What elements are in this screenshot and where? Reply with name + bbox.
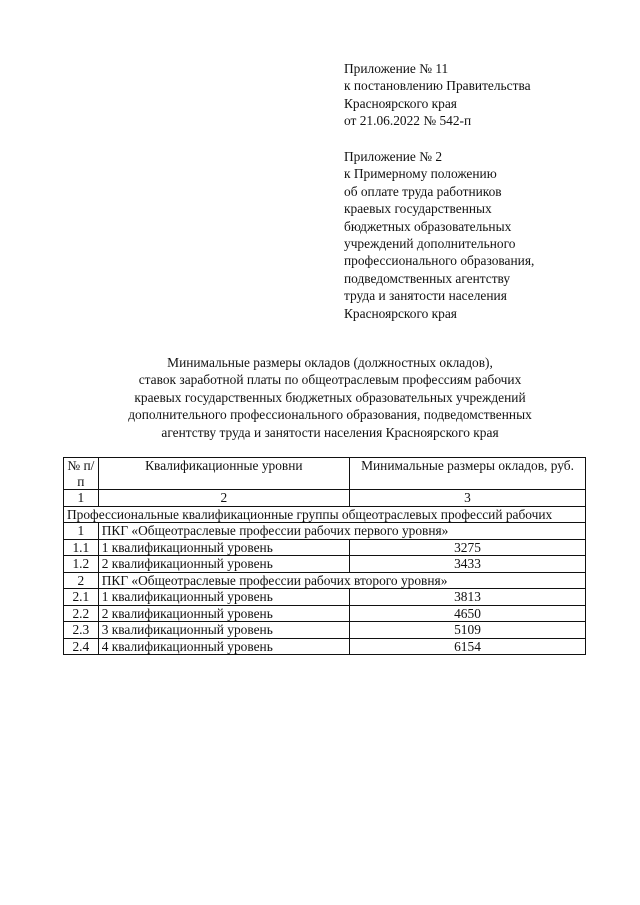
section-title: Профессиональные квалификационные группы общеотраслевых профессий рабочих	[64, 506, 586, 523]
document-title	[60, 354, 600, 441]
qualification-level: 2 квалификационный уровень	[98, 556, 349, 573]
appendix-line: к постановлению Правительства	[344, 78, 531, 94]
appendix-line: к Примерному положению	[344, 166, 497, 182]
salary-value: 5109	[350, 622, 586, 639]
group-title: ПКГ «Общеотраслевые профессии рабочих второго уровня»	[98, 572, 585, 589]
salary-value: 6154	[350, 638, 586, 655]
title-line: краевых государственных бюджетных образовательных учреждений	[134, 389, 526, 405]
row-number: 2.2	[64, 605, 99, 622]
group-number: 2	[64, 572, 99, 589]
group-title: ПКГ «Общеотраслевые профессии рабочих первого уровня»	[98, 523, 585, 540]
appendix-line: об оплате труда работников	[344, 183, 502, 199]
appendix-2-header	[344, 148, 574, 322]
appendix-line: от 21.06.2022 № 542-п	[344, 113, 472, 129]
column-numbers-row	[64, 490, 586, 507]
row-number: 2.4	[64, 638, 99, 655]
column-number: 1	[64, 490, 99, 507]
salary-value: 3433	[350, 556, 586, 573]
table-row	[64, 556, 586, 573]
table-row	[64, 638, 586, 655]
appendix-line: Приложение № 11	[344, 61, 449, 76]
section-title-row	[64, 506, 586, 523]
appendix-line: бюджетных образовательных	[344, 218, 512, 234]
appendix-line: Красноярского края	[344, 305, 457, 321]
header-qualification-levels: Квалификационные уровни	[98, 458, 349, 490]
appendix-line: учреждений дополнительного	[344, 236, 516, 252]
qualification-level: 3 квалификационный уровень	[98, 622, 349, 639]
salary-value: 4650	[350, 605, 586, 622]
appendix-line: краевых государственных	[344, 201, 492, 217]
row-number: 1.2	[64, 556, 99, 573]
row-number: 2.3	[64, 622, 99, 639]
title-line: ставок заработной платы по общеотраслевым профессиям рабочих	[138, 372, 522, 388]
column-number: 3	[350, 490, 586, 507]
appendix-line: профессионального образования,	[344, 253, 535, 269]
table-header-row	[64, 458, 586, 490]
salary-value: 3275	[350, 539, 586, 556]
table-row	[64, 539, 586, 556]
table-row	[64, 589, 586, 606]
group-row	[64, 572, 586, 589]
qualification-level: 4 квалификационный уровень	[98, 638, 349, 655]
column-number: 2	[98, 490, 349, 507]
table-row	[64, 605, 586, 622]
salary-value: 3813	[350, 589, 586, 606]
appendix-line: Красноярского края	[344, 95, 457, 111]
group-number: 1	[64, 523, 99, 540]
title-line: Минимальные размеры окладов (должностных окладов),	[167, 355, 493, 370]
header-number: № п/п	[64, 458, 99, 490]
title-line: агентству труда и занятости населения Красноярского края	[161, 424, 499, 440]
title-line: дополнительного профессионального образования, подведомственных	[128, 407, 532, 423]
group-row	[64, 523, 586, 540]
appendix-11-header	[344, 60, 574, 130]
table-row	[64, 622, 586, 639]
qualification-level: 2 квалификационный уровень	[98, 605, 349, 622]
header-minimum-salary: Минимальные размеры окладов, руб.	[350, 458, 586, 490]
appendix-line: труда и занятости населения	[344, 288, 507, 304]
row-number: 2.1	[64, 589, 99, 606]
qualification-level: 1 квалификационный уровень	[98, 589, 349, 606]
salary-table	[63, 457, 586, 655]
appendix-line: подведомственных агентству	[344, 270, 511, 286]
row-number: 1.1	[64, 539, 99, 556]
appendix-line: Приложение № 2	[344, 149, 443, 164]
qualification-level: 1 квалификационный уровень	[98, 539, 349, 556]
